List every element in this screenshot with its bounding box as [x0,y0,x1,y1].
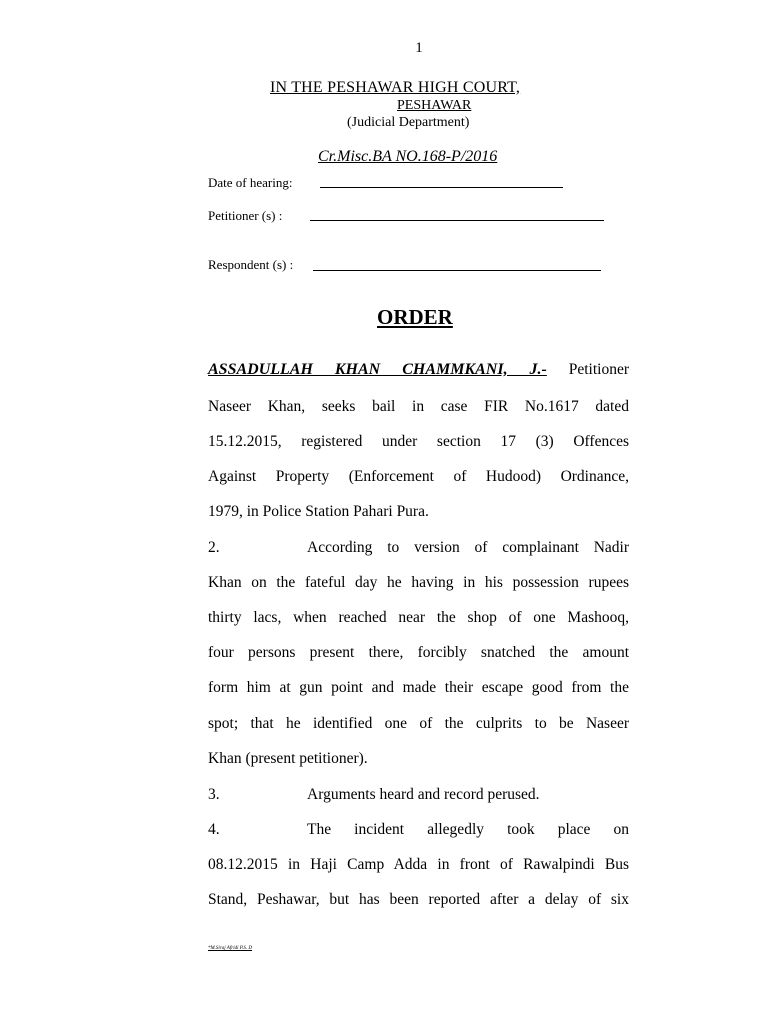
para2-first-line: According to version of complainant Nadir [307,539,629,556]
para3-first-line: Arguments heard and record perused. [307,786,540,803]
date-of-hearing-label: Date of hearing: [208,175,293,190]
court-title: IN THE PESHAWAR HIGH COURT, [270,79,521,96]
para3-number: 3. [208,786,220,803]
para2-line: form him at gun point and made their escape good from the [208,679,629,696]
para1-line1-text: Petitioner [546,361,629,378]
para4-line: Stand, Peshawar, but has been reported after a delay of six [208,891,629,908]
footer-note: *M.Siraj Afridi P.S. D [208,946,252,951]
date-of-hearing-blank [320,187,563,188]
para2-line: four persons present there, forcibly snatched the amount [208,644,629,661]
para2-number: 2. [208,539,220,556]
para1-line: Naseer Khan, seeks bail in case FIR No.1617 dated [208,398,629,415]
para4-first-line: The incident allegedly took place on [307,821,629,838]
petitioner-label: Petitioner (s) : [208,208,283,223]
respondent-blank [313,270,601,271]
para1-line-1 [208,360,629,380]
para2-line: Khan on the fateful day he having in his possession rupees [208,574,629,591]
petitioner-blank [310,220,604,221]
para2-line: thirty lacs, when reached near the shop of one Mashooq, [208,609,629,626]
case-number: Cr.Misc.BA NO.168-P/2016 [318,148,498,165]
para2-line: spot; that he identified one of the culprits to be Naseer [208,715,629,732]
court-city: PESHAWAR [397,98,472,113]
order-heading: ORDER [377,305,453,329]
respondent-label: Respondent (s) : [208,257,294,272]
department: (Judicial Department) [347,115,470,130]
para4-line: 08.12.2015 in Haji Camp Adda in front of Rawalpindi Bus [208,856,629,873]
page-number: 1 [415,40,423,56]
para2-line: Khan (present petitioner). [208,750,368,767]
para1-line: 1979, in Police Station Pahari Pura. [208,503,429,520]
judge-name: ASSADULLAH KHAN CHAMMKANI, J.- [208,361,547,378]
para1-line: Against Property (Enforcement of Hudood) Ordinance, [208,468,629,485]
para1-line: 15.12.2015, registered under section 17 (3) Offences [208,433,629,450]
para4-number: 4. [208,821,220,838]
